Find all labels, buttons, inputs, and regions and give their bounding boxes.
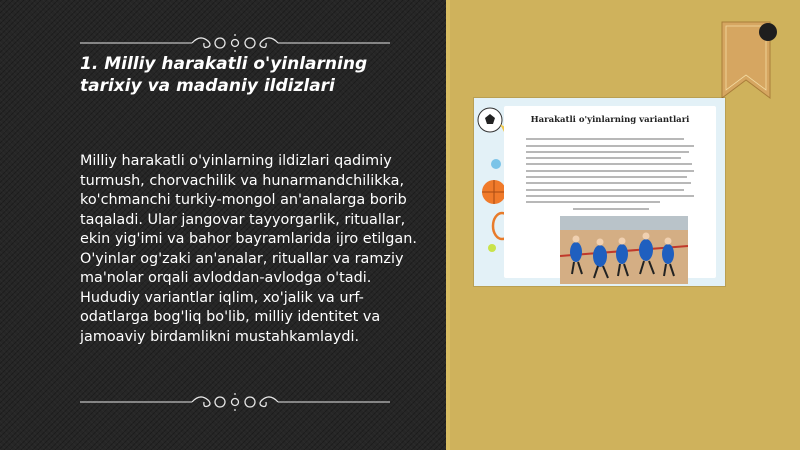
panel-divider	[446, 0, 450, 450]
thumbnail-text-lines	[526, 134, 694, 214]
slide-thumbnail	[474, 98, 725, 286]
ornament-divider-icon	[60, 33, 410, 53]
thumbnail-photo	[560, 216, 688, 284]
ornament-divider-icon	[60, 392, 410, 412]
basketball-icon	[482, 180, 506, 204]
slide-body-text: Milliy harakatli o'yinlarning ildizlari qadimiy turmush, chorvachilik va hunarmandchilikka, ko'chmanchi turkiy-mongol an'analarga borib taqaladi. Ular jangovar tayyorgarlik, rituallar, ekin yig'imi va bahor bayramlarida ijro etilgan. O'yinlar og'zaki an'analar, rituallar va ramziy ma'nolar orqali avloddan-avlodga o'tadi. Hududiy variantlar iqlim, xo'jalik va urf-odatlarga bog'liq bo'lib, milliy identitet va jamoaviy birdamlikni mustahkamlaydi.	[80, 153, 417, 345]
slide-title: 1. Milliy harakatli o'yinlarning tarixiy va madaniy ildizlari	[80, 54, 368, 96]
thumbnail-title: Harakatli o'yinlarning variantlari	[530, 115, 690, 125]
soccer-ball-icon	[478, 108, 502, 132]
thumbnail-card	[504, 106, 716, 278]
bookmark-ribbon-icon	[718, 18, 778, 100]
